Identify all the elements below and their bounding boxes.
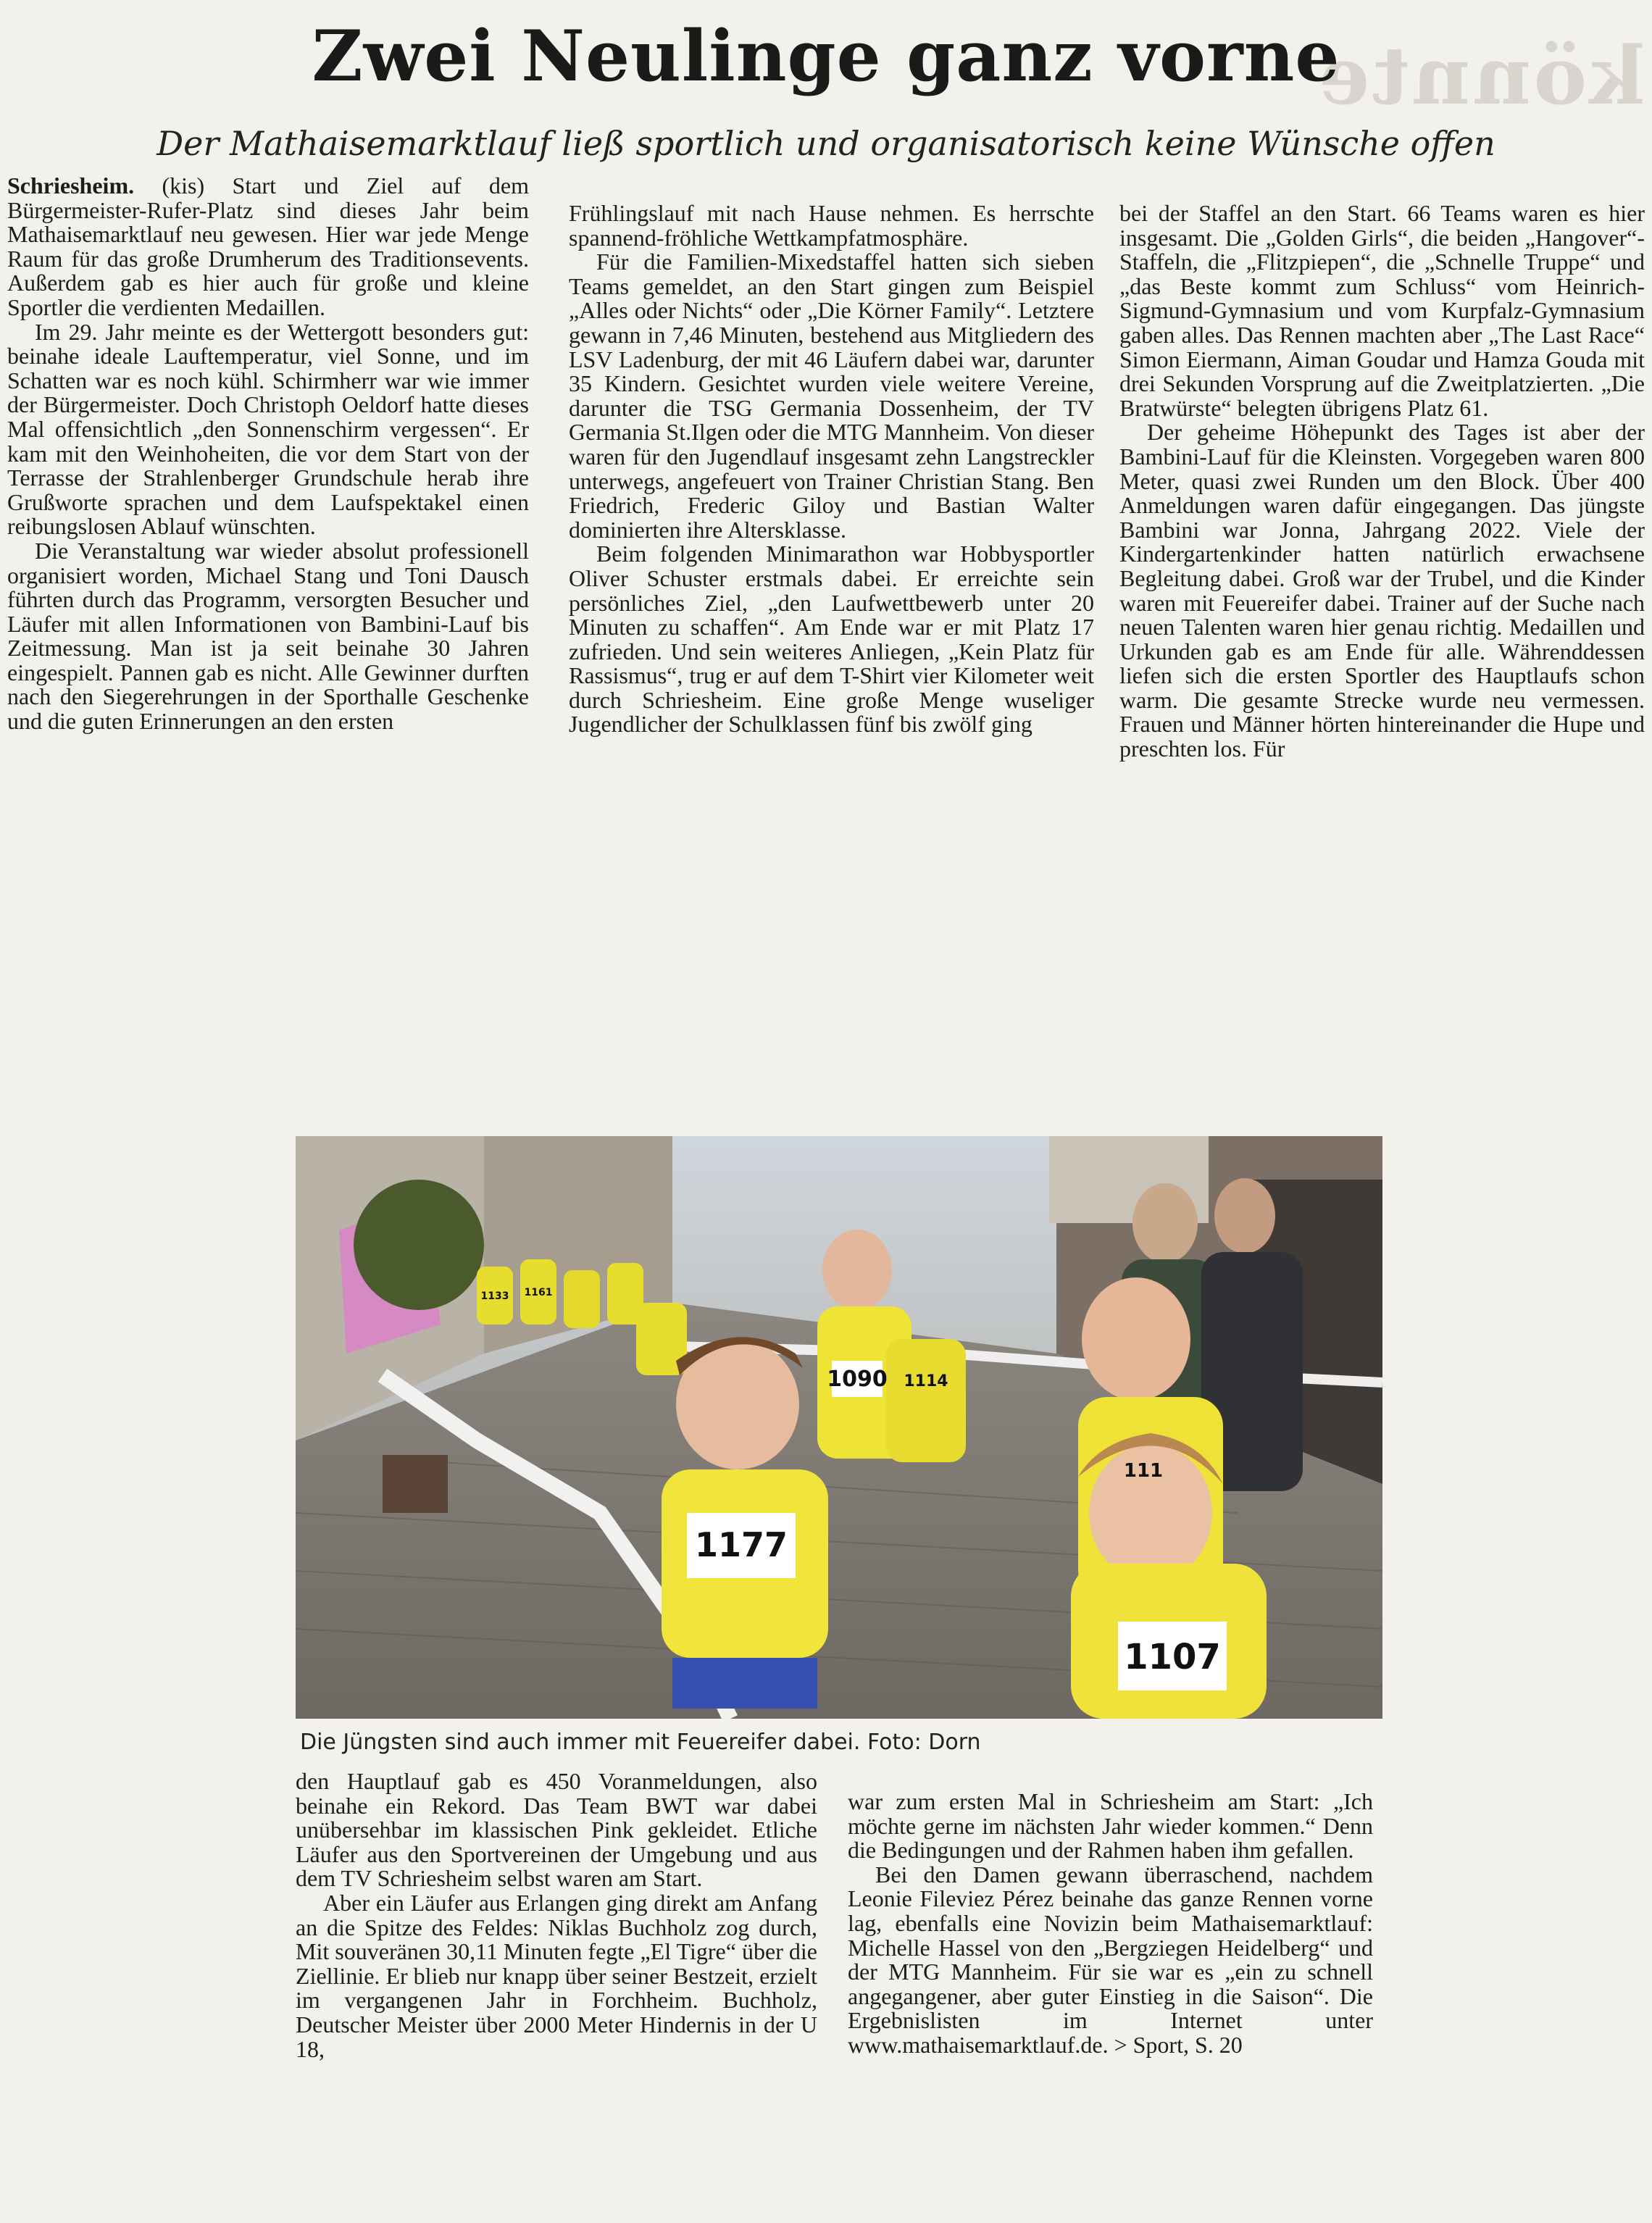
bib-number: 1133 — [480, 1290, 509, 1302]
cross-reference: > Sport, S. 20 — [1114, 2031, 1243, 2058]
paragraph: war zum ersten Mal in Schriesheim am Start: „Ich möchte gerne im nächsten Jahr wieder kommen.“ Denn die Bedingungen und der Rahmen haben ihm gefallen. — [848, 1788, 1373, 1864]
paragraph-text: Bei den Damen gewann überraschend, nachdem Leonie Fileviez Pérez beinahe das ganze Rennen vorne lag, ebenfalls eine Novizin beim Mathaisemarktlauf: Michelle Hassel von den „Bergziegen Heidelberg“ und der MTG Mannheim. Für sie war es „ein zu schnell angegangener, aber guter Einstieg in die Saison“. Die Ergebnislisten im Internet unter www.mathaisemarktlauf.de. — [848, 1861, 1373, 2058]
lead-paragraph — [7, 174, 529, 320]
subheadline: Der Mathaisemarktlauf ließ sportlich und organisatorisch keine Wünsche offen — [157, 124, 1495, 163]
bib-number: 111 — [1123, 1460, 1164, 1482]
paragraph: den Hauptlauf gab es 450 Voranmeldungen, also beinahe ein Rekord. Das Team BWT war dabei unübersehbar im klassischen Pink gekleidet. Etliche Läufer aus den Sportvereinen der Umgebung und aus dem TV Schriesheim selbst waren am Start. — [296, 1768, 817, 1892]
paragraph: Frühlingslauf mit nach Hause nehmen. Es herrschte spannend-fröhliche Wettkampfatmosphäre. — [569, 200, 1094, 251]
article-column-1 — [7, 174, 529, 734]
paragraph: bei der Staffel an den Start. 66 Teams waren es hier insgesamt. Die „Golden Girls“, die beiden „Hangover“-Staffeln, die „Flitzpiepen“, die „Schnelle Truppe“ und „das Beste kommt zum Schluss“ vom Heinrich-Sigmund-Gymnasium und vom Kurpfalz-Gymnasium gaben alles. Das Rennen machten aber „The Last Race“ Simon Eiermann, Aiman Goudar und Hamza Gouda mit drei Sekunden Vorsprung auf die Zweitplatzierten. „Die Bratwürste“ belegten übrigens Platz 61. — [1119, 200, 1645, 421]
paragraph — [848, 1863, 1373, 2058]
article-column-2 — [569, 201, 1094, 737]
bib-number: 1177 — [694, 1525, 788, 1564]
paragraph: Der geheime Höhepunkt des Tages ist aber der Bambini-Lauf für die Kleinsten. Vorgegeben waren 800 Meter, quasi zwei Runden um den Block. Über 400 Anmeldungen waren dafür eingegangen. Das jüngste Bambini war Jonna, Jahrgang 2022. Viele der Kindergartenkinder hatten natürlich erwachsene Begleitung dabei. Groß war der Trubel, und die Kinder waren mit Feuereifer dabei. Trainer auf der Suche nach neuen Talenten waren hier genau richtig. Medaillen und Urkunden gab es am Ende für alle. Währenddessen liefen sich die ersten Sportler des Hauptlaufs schon warm. Die gesamte Strecke wurde neu vermessen. Frauen und Männer hörten hintereinander die Hupe und preschten los. Für — [1119, 419, 1645, 762]
bib-number: 1090 — [827, 1367, 888, 1392]
article-column-3 — [1119, 201, 1645, 762]
race-photo — [296, 1136, 1382, 1719]
lead-text: (kis) Start und Ziel auf dem Bürgermeister-Rufer-Platz sind dieses Jahr beim Mathaisemarktlauf neu gewesen. Hier war jede Menge Raum für das große Drumherum des Traditionsevents. Außerdem gab es hier auch für große und kleine Sportler die verdienten Medaillen. — [7, 172, 529, 320]
bib-number: 1114 — [904, 1372, 948, 1390]
bib-number: 1161 — [524, 1287, 553, 1298]
paragraph: Für die Familien-Mixedstaffel hatten sich sieben Teams gemeldet, an den Start gingen zum Beispiel „Alles oder Nichts“ oder „Die Körner Family“. Letztere gewann in 7,46 Minuten, bestehend aus Mitgliedern des LSV Ladenburg, der mit 46 Läufern dabei war, darunter 35 Kindern. Gesichtet wurden viele weitere Vereine, darunter die TSG Germania Dossenheim, der TV Germania St.Ilgen oder die MTG Mannheim. Von dieser waren für den Jugendlauf insgesamt zehn Langstreckler unterwegs, angefeuert von Trainer Christian Stang. Ben Friedrich, Frederic Giloy und Bastian Walter dominierten ihre Altersklasse. — [569, 249, 1094, 543]
dateline: Schriesheim. — [7, 172, 135, 199]
article-column-5 — [848, 1790, 1373, 2058]
race-photo-illustration — [296, 1136, 1382, 1719]
photo-caption: Die Jüngsten sind auch immer mit Feuereifer dabei. Foto: Dorn — [300, 1730, 981, 1755]
bleed-through-text: könnte — [1315, 29, 1645, 122]
paragraph: Aber ein Läufer aus Erlangen ging direkt am Anfang an die Spitze des Feldes: Niklas Buchholz zog durch, Mit souveränen 30,11 Minuten fegte „El Tigre“ über die Ziellinie. Er blieb nur knapp über seiner Bestzeit, erzielt im vergangenen Jahr in Forchheim. Buchholz, Deutscher Meister über 2000 Meter Hindernis in der U 18, — [296, 1889, 817, 2062]
paragraph: Im 29. Jahr meinte es der Wettergott besonders gut: beinahe ideale Lauftemperatur, viel Sonne, und im Schatten war es noch kühl. Schirmherr war wie immer der Bürgermeister. Doch Christoph Oeldorf hatte dieses Mal offensichtlich „den Sonnenschirm vergessen“. Er kam mit den Weinhoheiten, die vor dem Start von der Terrasse der Strahlenberger Grundschule herab ihre Grußworte sprachen und dem Laufspektakel einen reibungslosen Ablauf wünschten. — [7, 318, 529, 540]
article-column-4 — [296, 1769, 817, 2061]
paragraph: Beim folgenden Minimarathon war Hobbysportler Oliver Schuster erstmals dabei. Er erreichte sein persönliches Ziel, „den Laufwettbewerb unter 20 Minuten zu schaffen“. Am Ende war er mit Platz 17 zufrieden. Und sein weiteres Anliegen, „Kein Platz für Rassismus“, trug er auf dem T-Shirt vier Kilometer weit durch Schriesheim. Eine große Menge wuseliger Jugendlicher der Schulklassen fünf bis zwölf ging — [569, 541, 1094, 738]
headline: Zwei Neulinge ganz vorne — [312, 15, 1340, 97]
paragraph: Die Veranstaltung war wieder absolut professionell organisiert worden, Michael Stang und Toni Dausch führten durch das Programm, versorgten Besucher und Läufer mit allen Informationen von Bambini-Lauf bis Zeitmessung. Man ist ja seit beinahe 30 Jahren eingespielt. Pannen gab es nicht. Alle Gewinner durften nach den Siegerehrungen in der Sporthalle Geschenke und die guten Erinnerungen an den ersten — [7, 537, 529, 735]
bib-number: 1107 — [1124, 1637, 1221, 1677]
